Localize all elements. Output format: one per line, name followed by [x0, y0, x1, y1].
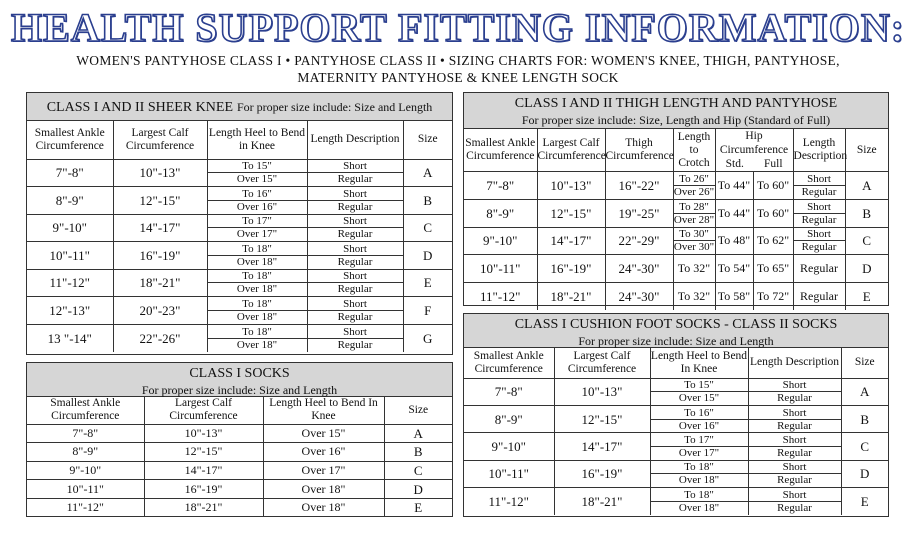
table-cell: 16"-19": [554, 460, 650, 487]
sub-cell: Over 18": [208, 338, 307, 351]
table-cell: 12"-15": [144, 443, 263, 462]
description-cell: [307, 269, 403, 297]
crotch-cell: [673, 227, 715, 255]
table-cell: 16"-19": [113, 242, 207, 270]
table-cell: 22"-26": [113, 324, 207, 352]
column-header: Smallest Ankle Circumference: [27, 121, 113, 159]
table-row: [464, 433, 888, 460]
table-row: [27, 242, 452, 270]
table-cell: To 72": [753, 283, 793, 311]
hip-header: [715, 129, 793, 172]
sub-cell: To 18": [242, 242, 272, 255]
sub-cell: Regular: [749, 391, 841, 404]
sub-cell: Over 18": [208, 282, 307, 295]
table-cell: To 58": [715, 283, 753, 311]
table-row: [27, 461, 452, 480]
length-cell: [650, 378, 748, 405]
table-cell: A: [845, 172, 888, 200]
sub-cell: Over 18": [208, 255, 307, 268]
table-cell: 14"-17": [113, 214, 207, 242]
sub-cell: Short: [343, 325, 367, 338]
sub-cell: Over 18": [208, 310, 307, 323]
sub-cell: To 16": [684, 406, 714, 419]
table-cell: B: [403, 187, 452, 215]
table-cell: 18"-21": [554, 488, 650, 515]
sub-cell: Over 17": [651, 446, 748, 459]
table-cell: 12"-15": [537, 199, 605, 227]
sub-cell: Short: [343, 270, 367, 283]
table-cell: 9"-10": [27, 461, 144, 480]
column-header: Smallest Ankle Circumference: [464, 129, 537, 172]
table-cell: To 48": [715, 227, 753, 255]
sub-cell: Over 28": [673, 213, 715, 226]
length-cell: [207, 324, 307, 352]
table-cell: A: [403, 159, 452, 187]
sub-cell: Short: [343, 297, 367, 310]
table-cell: 12"-15": [113, 187, 207, 215]
table-cell: Over 18": [263, 498, 384, 517]
table-row: [464, 227, 888, 255]
sub-cell: Over 30": [673, 241, 715, 254]
sub-cell: To 17": [684, 433, 714, 446]
column-header: Size: [384, 397, 452, 424]
table-cell: 9"-10": [464, 433, 554, 460]
sub-cell: Regular: [749, 419, 841, 432]
table-row: [464, 405, 888, 432]
sub-cell: Over 15": [208, 172, 307, 185]
sub-cell: Short: [807, 228, 831, 241]
table-cell: To 32": [673, 283, 715, 311]
table-row: [464, 255, 888, 283]
sub-cell: To 16": [242, 187, 272, 200]
thigh-pantyhose-table: [464, 129, 888, 310]
hip-std-header: Std.: [725, 158, 744, 170]
column-header: Length Description: [307, 121, 403, 159]
sub-cell: Over 16": [651, 419, 748, 432]
sub-cell: Short: [807, 200, 831, 213]
column-header: Largest Calf Circumference: [554, 348, 650, 378]
sub-cell: Regular: [308, 172, 403, 185]
panel-class-i-socks: [26, 362, 453, 517]
table-row: [27, 498, 452, 517]
sub-cell: Short: [807, 172, 831, 185]
table-row: [27, 443, 452, 462]
table-cell: 14"-17": [554, 433, 650, 460]
length-cell: [207, 297, 307, 325]
panel-note: For proper size include: Size and Length: [141, 383, 338, 397]
panel-title: CLASS I AND II THIGH LENGTH AND PANTYHOSE: [514, 96, 838, 111]
column-header: Length Description: [793, 129, 845, 172]
table-cell: 18"-21": [537, 283, 605, 311]
column-header: Size: [845, 129, 888, 172]
sub-cell: Regular: [308, 227, 403, 240]
table-cell: 10"-11": [464, 255, 537, 283]
panel-thigh-pantyhose: [463, 92, 889, 306]
sub-cell: To 15": [242, 160, 272, 173]
table-cell: 14"-17": [537, 227, 605, 255]
table-cell: 10"-11": [464, 460, 554, 487]
panel-header: [27, 93, 452, 121]
panel-cushion-foot-socks: [463, 313, 889, 517]
table-cell: E: [841, 488, 888, 515]
length-cell: [207, 214, 307, 242]
sub-cell: Regular: [749, 501, 841, 514]
table-cell: To 54": [715, 255, 753, 283]
table-cell: Over 17": [263, 461, 384, 480]
panel-note: For proper size include: Size and Length: [578, 334, 774, 348]
table-cell: 8"-9": [27, 187, 113, 215]
table-cell: 7"-8": [27, 424, 144, 443]
table-cell: 10"-11": [27, 242, 113, 270]
column-header: Thigh Circumference: [605, 129, 673, 172]
sub-cell: Regular: [749, 446, 841, 459]
class-i-socks-table: [27, 397, 452, 517]
table-row: [27, 324, 452, 352]
length-cell: [650, 433, 748, 460]
column-header: Length Heel to Bend in Knee: [207, 121, 307, 159]
table-cell: 18"-21": [144, 498, 263, 517]
sub-cell: To 15": [684, 379, 714, 392]
description-cell: [793, 172, 845, 200]
panel-header: [464, 93, 888, 129]
table-row: [464, 283, 888, 311]
table-cell: Regular: [793, 283, 845, 311]
sub-cell: Regular: [794, 213, 845, 226]
table-row: [27, 214, 452, 242]
column-header: Largest Calf Circumference: [144, 397, 263, 424]
description-cell: [748, 460, 841, 487]
table-row: [464, 460, 888, 487]
sheer-knee-table: [27, 121, 452, 352]
description-cell: [748, 488, 841, 515]
column-header: Smallest Ankle Circumference: [27, 397, 144, 424]
table-cell: C: [384, 461, 452, 480]
table-cell: 8"-9": [27, 443, 144, 462]
table-cell: B: [841, 405, 888, 432]
table-cell: 8"-9": [464, 199, 537, 227]
table-cell: 10"-13": [554, 378, 650, 405]
sub-cell: To 18": [242, 297, 272, 310]
panel-title: CLASS I AND II SHEER KNEE: [46, 100, 233, 115]
sub-cell: To 26": [679, 172, 709, 185]
table-cell: A: [384, 424, 452, 443]
table-row: [27, 159, 452, 187]
table-cell: D: [841, 460, 888, 487]
sub-cell: Regular: [749, 473, 841, 486]
table-cell: To 65": [753, 255, 793, 283]
sub-cell: To 18": [684, 461, 714, 474]
table-cell: 12"-13": [27, 297, 113, 325]
table-cell: C: [845, 227, 888, 255]
table-row: [27, 269, 452, 297]
sub-cell: Short: [782, 406, 807, 419]
table-cell: To 44": [715, 172, 753, 200]
sub-cell: Over 26": [673, 185, 715, 198]
table-cell: To 60": [753, 172, 793, 200]
table-cell: 11"-12": [464, 283, 537, 311]
sub-cell: Over 18": [651, 473, 748, 486]
subtitle-line-2: MATERNITY PANTYHOSE & KNEE LENGTH SOCK: [297, 70, 619, 85]
panel-note: For proper size include: Size, Length and Hip (Standard of Full): [521, 113, 831, 127]
length-cell: [207, 242, 307, 270]
table-cell: F: [403, 297, 452, 325]
table-cell: C: [841, 433, 888, 460]
table-row: [464, 172, 888, 200]
table-cell: 10"-13": [537, 172, 605, 200]
description-cell: [307, 159, 403, 187]
table-cell: 9"-10": [464, 227, 537, 255]
sub-cell: Regular: [308, 255, 403, 268]
hip-circumference-header: Hip Circumference: [719, 130, 789, 156]
panel-header: [464, 314, 888, 348]
table-cell: B: [845, 199, 888, 227]
description-cell: [793, 199, 845, 227]
table-cell: B: [384, 443, 452, 462]
sub-cell: Short: [343, 215, 367, 228]
table-cell: 16"-19": [537, 255, 605, 283]
column-header: Length Description: [748, 348, 841, 378]
table-cell: A: [841, 378, 888, 405]
length-cell: [207, 159, 307, 187]
description-cell: [748, 433, 841, 460]
column-header: Size: [841, 348, 888, 378]
table-cell: Over 15": [263, 424, 384, 443]
hip-full-header: Full: [764, 158, 783, 170]
length-cell: [650, 488, 748, 515]
column-header: Size: [403, 121, 452, 159]
table-cell: To 32": [673, 255, 715, 283]
column-header: Length Heel to Bend In Knee: [650, 348, 748, 378]
crotch-cell: [673, 172, 715, 200]
page-title: HEALTH SUPPORT FITTING INFORMATION:: [10, 5, 906, 50]
description-cell: [748, 405, 841, 432]
table-row: [27, 480, 452, 499]
table-cell: 12"-15": [554, 405, 650, 432]
sub-cell: Short: [782, 433, 807, 446]
table-cell: E: [845, 283, 888, 311]
sub-cell: Short: [343, 242, 367, 255]
description-cell: [793, 227, 845, 255]
sub-cell: Short: [343, 187, 367, 200]
description-cell: [748, 378, 841, 405]
table-row: [464, 488, 888, 515]
panel-header: [27, 363, 452, 397]
column-header: Largest Calf Circumference: [537, 129, 605, 172]
sub-cell: Short: [782, 489, 807, 501]
length-cell: [207, 187, 307, 215]
sub-cell: Over 15": [651, 391, 748, 404]
table-cell: To 60": [753, 199, 793, 227]
table-row: [464, 378, 888, 405]
table-cell: 7"-8": [27, 159, 113, 187]
table-cell: 16"-22": [605, 172, 673, 200]
length-cell: [650, 405, 748, 432]
sub-cell: Regular: [794, 240, 845, 253]
table-cell: E: [384, 498, 452, 517]
table-cell: C: [403, 214, 452, 242]
table-cell: To 44": [715, 199, 753, 227]
table-cell: 7"-8": [464, 378, 554, 405]
table-cell: 13 "-14": [27, 324, 113, 352]
table-cell: 10"-11": [27, 480, 144, 499]
description-cell: [307, 324, 403, 352]
sub-cell: To 17": [242, 215, 272, 228]
table-cell: 10"-13": [113, 159, 207, 187]
column-header: Length to Crotch: [673, 129, 715, 172]
table-cell: Over 18": [263, 480, 384, 499]
table-cell: To 62": [753, 227, 793, 255]
table-cell: 8"-9": [464, 405, 554, 432]
description-cell: [307, 214, 403, 242]
table-cell: D: [384, 480, 452, 499]
sub-cell: To 18": [242, 270, 272, 283]
table-cell: 16"-19": [144, 480, 263, 499]
table-cell: 11"-12": [27, 269, 113, 297]
table-cell: 7"-8": [464, 172, 537, 200]
description-cell: [307, 297, 403, 325]
sub-cell: Regular: [308, 282, 403, 295]
table-cell: 22"-29": [605, 227, 673, 255]
panel-note: For proper size include: Size and Length: [237, 100, 433, 114]
table-cell: 24"-30": [605, 255, 673, 283]
length-cell: [207, 269, 307, 297]
table-cell: 11"-12": [27, 498, 144, 517]
table-cell: G: [403, 324, 452, 352]
table-cell: 19"-25": [605, 199, 673, 227]
table-cell: 9"-10": [27, 214, 113, 242]
table-cell: 11"-12": [464, 488, 554, 515]
sub-cell: Short: [782, 461, 807, 474]
table-row: [27, 424, 452, 443]
length-cell: [650, 460, 748, 487]
sub-cell: Short: [343, 160, 367, 173]
column-header: Largest Calf Circumference: [113, 121, 207, 159]
sub-cell: To 28": [679, 200, 709, 213]
sub-cell: Over 17": [208, 227, 307, 240]
table-row: [27, 187, 452, 215]
sub-cell: Regular: [794, 185, 845, 198]
sub-cell: To 18": [242, 325, 272, 338]
table-cell: 18"-21": [113, 269, 207, 297]
table-cell: D: [845, 255, 888, 283]
table-cell: Over 16": [263, 443, 384, 462]
table-cell: D: [403, 242, 452, 270]
column-header: Smallest Ankle Circumference: [464, 348, 554, 378]
description-cell: [307, 242, 403, 270]
panel-sheer-knee: [26, 92, 453, 355]
table-cell: 14"-17": [144, 461, 263, 480]
cushion-foot-socks-table: [464, 348, 888, 515]
sub-cell: Regular: [308, 200, 403, 213]
sub-cell: To 30": [679, 228, 709, 241]
sub-cell: Over 18": [651, 501, 748, 514]
sub-cell: Over 16": [208, 200, 307, 213]
subtitle-line-1: WOMEN'S PANTYHOSE CLASS I • PANTYHOSE CLASS II • SIZING CHARTS FOR: WOMEN'S KNEE, THIGH, PANTYHOSE,: [76, 53, 840, 68]
table-cell: 20"-23": [113, 297, 207, 325]
sub-cell: Short: [782, 379, 807, 392]
table-cell: E: [403, 269, 452, 297]
table-row: [27, 297, 452, 325]
table-cell: Regular: [793, 255, 845, 283]
panel-title: CLASS I CUSHION FOOT SOCKS - CLASS II SOCKS: [514, 317, 838, 332]
sub-cell: To 18": [684, 489, 714, 501]
sub-cell: Regular: [308, 338, 403, 351]
panel-title: CLASS I SOCKS: [189, 366, 290, 381]
crotch-cell: [673, 199, 715, 227]
table-cell: 24"-30": [605, 283, 673, 311]
table-cell: 10"-13": [144, 424, 263, 443]
column-header: Length Heel to Bend In Knee: [263, 397, 384, 424]
description-cell: [307, 187, 403, 215]
table-row: [464, 199, 888, 227]
sub-cell: Regular: [308, 310, 403, 323]
